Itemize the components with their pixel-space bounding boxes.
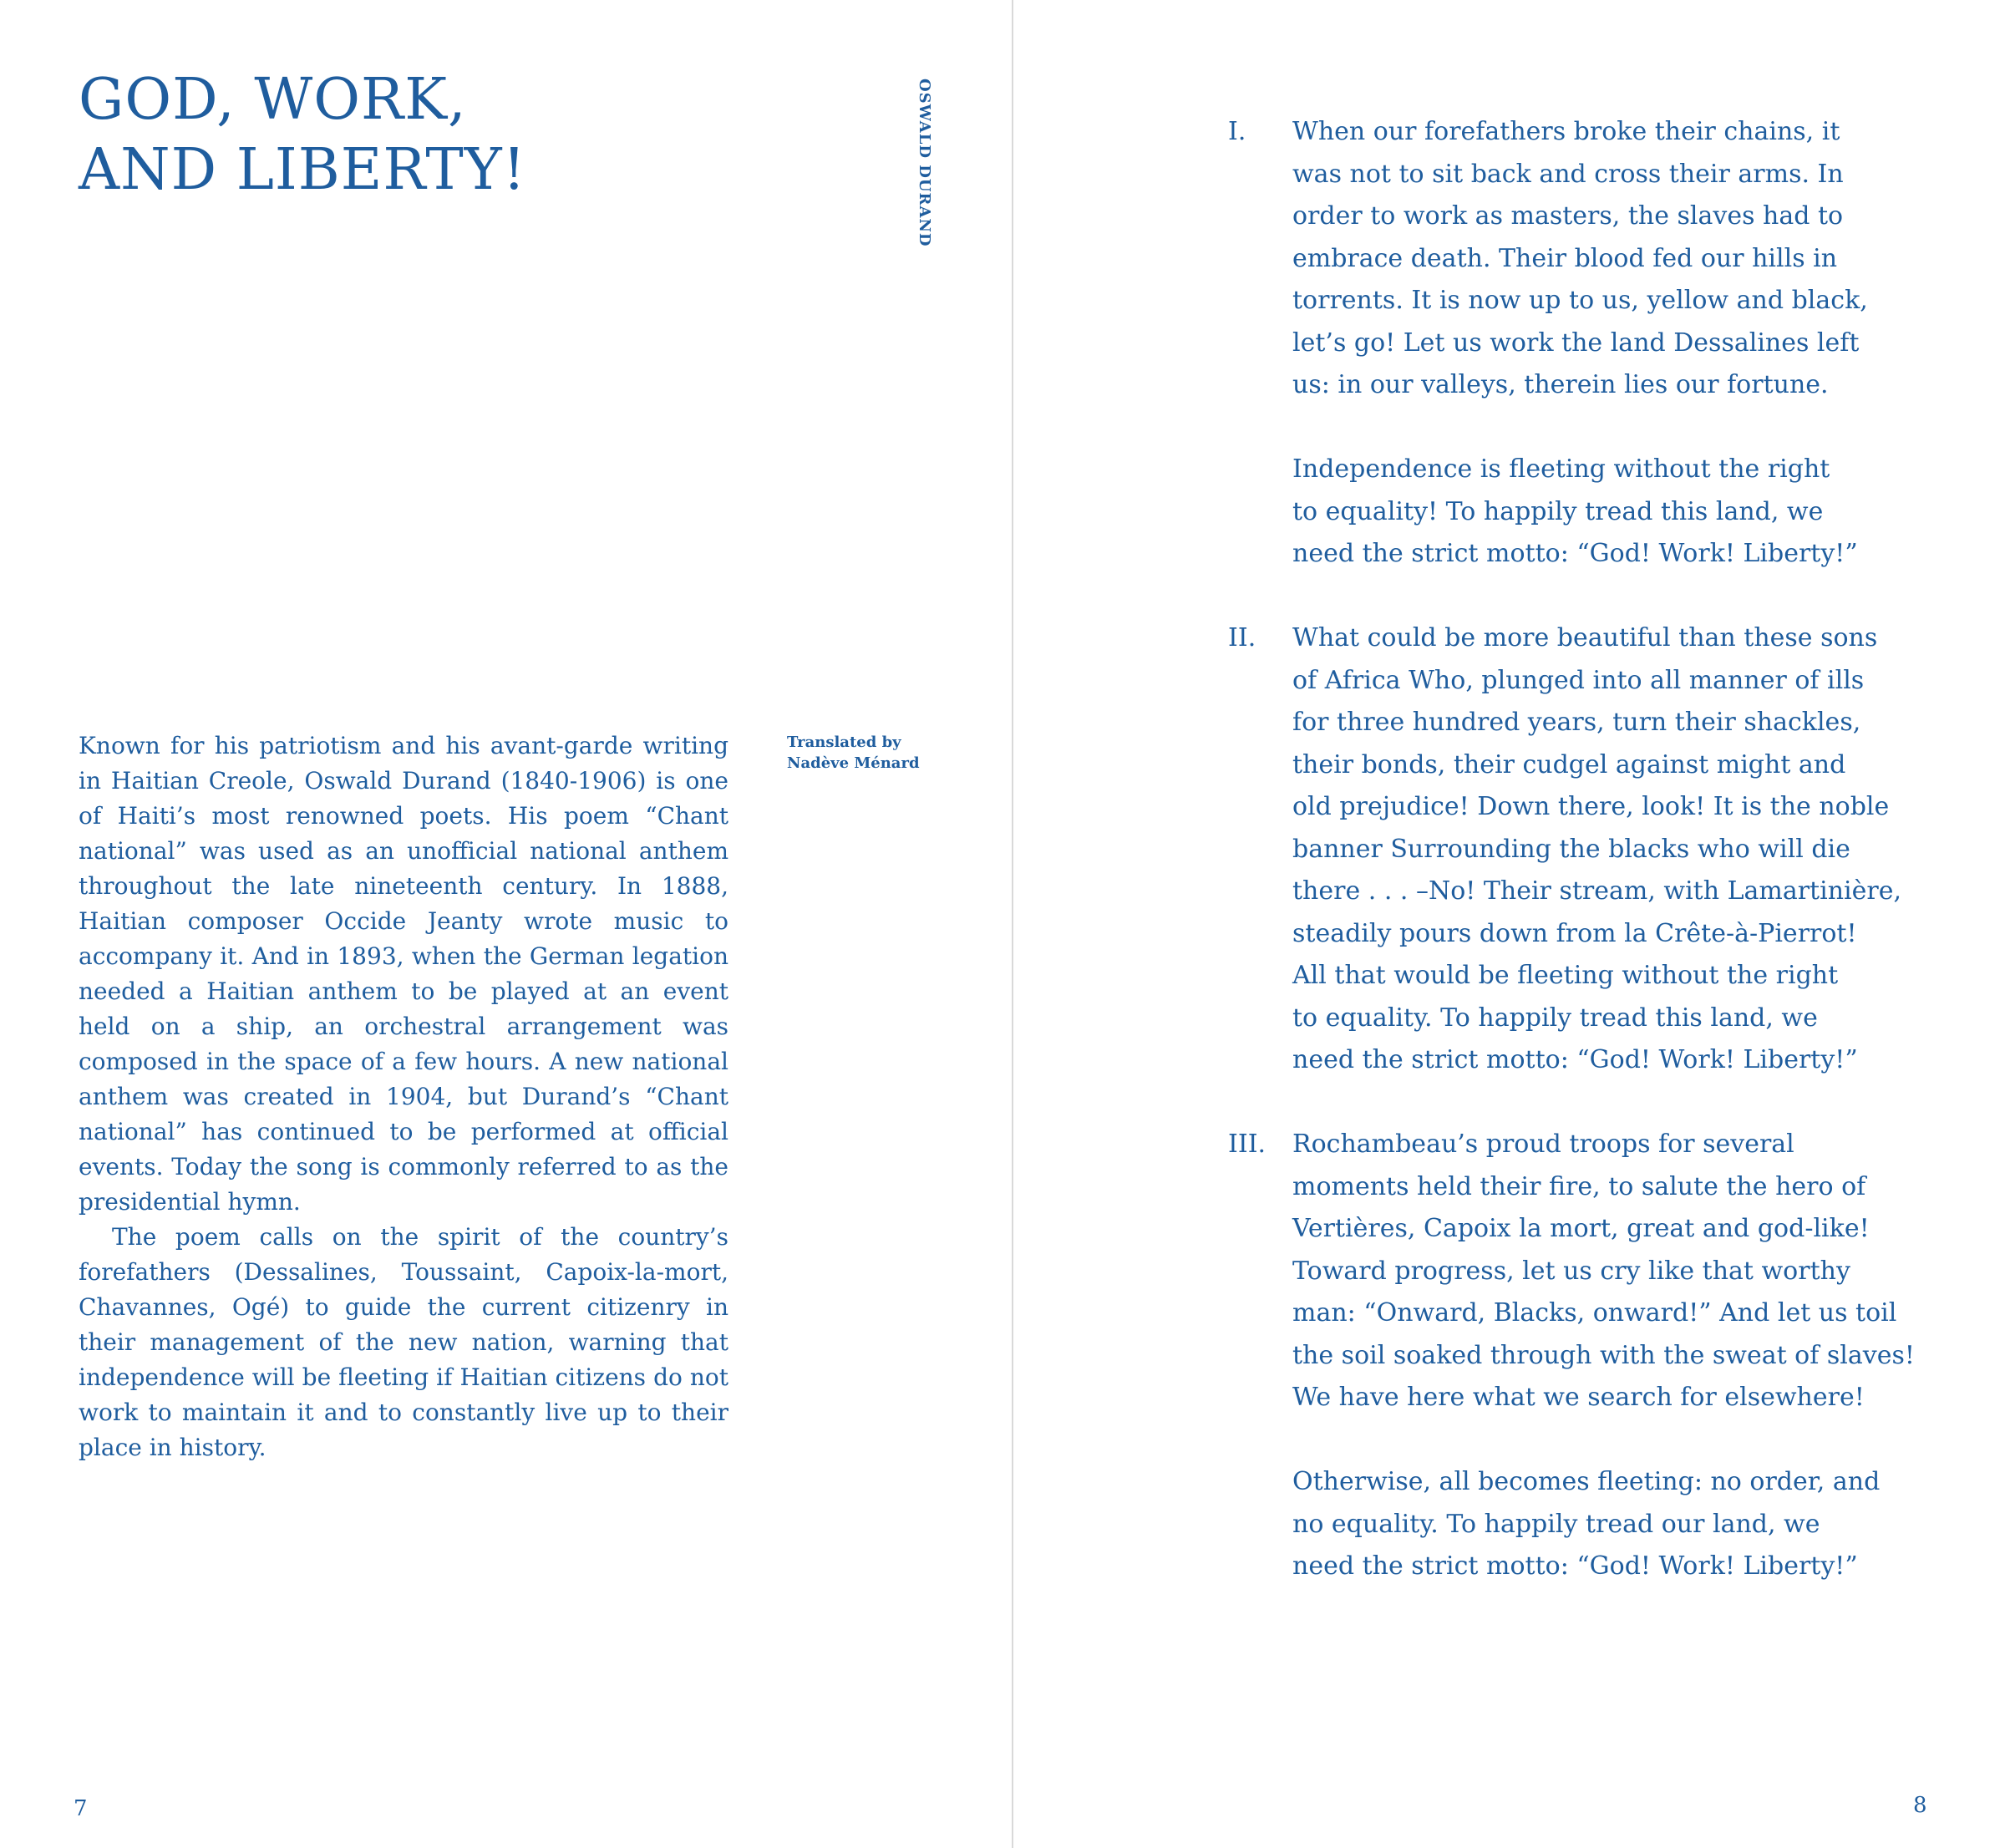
- poem-line: their bonds, their cudgel against might and: [1292, 749, 1846, 779]
- stanza: [1228, 617, 1947, 1082]
- poem-line: banner Surrounding the blacks who will die: [1292, 834, 1850, 864]
- refrain-line: Independence is fleeting without the right: [1292, 454, 1830, 484]
- poem-line: of Africa Who, plunged into all manner of ills: [1292, 665, 1865, 695]
- refrain: [1292, 1461, 1947, 1588]
- poem-line: When our forefathers broke their chains, it: [1292, 117, 1840, 146]
- poem-line: Toward progress, let us cry like that worthy: [1292, 1256, 1850, 1286]
- poem-line: there . . . –No! Their stream, with Lamartinière,: [1292, 876, 1902, 906]
- page-number-left: 7: [74, 1796, 88, 1821]
- poem-line: need the strict motto: “God! Work! Liberty!”: [1292, 1045, 1858, 1074]
- intro-paragraph-1: Known for his patriotism and his avant-garde writing in Haitian Creole, Oswald Durand (1840-1906) is one of Haiti’s most renowned poets. His poem “Chant national” was used as an unofficial national anthem throughout the late nineteenth century. In 1888, Haitian composer Occide Jeanty wrote music to accompany it. And in 1893, when the German legation needed a Haitian anthem to be played at an event held on a ship, an orchestral arrangement was composed in the space of a few hours. A new national anthem was created in 1904, but Durand’s “Chant national” has continued to be performed at official events. Today the song is commonly referred to as the presidential hymn.: [79, 732, 728, 1216]
- stanza: [1228, 111, 1947, 576]
- refrain-line: need the strict motto: “God! Work! Liberty!”: [1292, 1551, 1858, 1581]
- poem-line: us: in our valleys, therein lies our fortune.: [1292, 370, 1829, 399]
- poem-line: embrace death. Their blood fed our hills in: [1292, 243, 1838, 273]
- poem-line: order to work as masters, the slaves had to: [1292, 201, 1844, 231]
- stanza-number: III.: [1228, 1130, 1266, 1159]
- title-line-2: AND LIBERTY!: [79, 137, 526, 203]
- poem-line: for three hundred years, turn their shackles,: [1292, 708, 1861, 737]
- credit-line-1: Translated by: [787, 734, 901, 751]
- refrain-line: no equality. To happily tread our land, we: [1292, 1509, 1820, 1539]
- refrain: [1292, 449, 1947, 576]
- poem-line: let’s go! Let us work the land Dessalines left: [1292, 327, 1860, 358]
- poem-line: man: “Onward, Blacks, onward!” And let us toil: [1292, 1298, 1897, 1328]
- poem-line: Rochambeau’s proud troops for several: [1292, 1130, 1794, 1159]
- intro-paragraph-2: The poem calls on the spirit of the country’s forefathers (Dessalines, Toussaint, Capoix-la-mort, Chavannes, Ogé) to guide the current citizenry in their management of the new nation, warning that independence will be fleeting if Haitian citizens do not work to maintain it and to constantly live up to their place in history.: [79, 1223, 728, 1461]
- stanza-number: II.: [1228, 623, 1256, 652]
- refrain-line: to equality! To happily tread this land, we: [1292, 496, 1824, 526]
- poem-line: Vertières, Capoix la mort, great and god-like!: [1292, 1214, 1870, 1243]
- poem-line: torrents. It is now up to us, yellow and black,: [1292, 286, 1868, 315]
- poem-line: old prejudice! Down there, look! It is the noble: [1292, 792, 1890, 821]
- title-line-1: GOD, WORK,: [79, 67, 467, 133]
- poem-line: All that would be fleeting without the right: [1292, 961, 1839, 990]
- refrain-line: need the strict motto: “God! Work! Liberty!”: [1292, 539, 1858, 568]
- page-number-right: 8: [1913, 1793, 1927, 1818]
- intro-text: [79, 729, 728, 1465]
- credit-line-2: Nadève Ménard: [787, 754, 920, 772]
- poem-line: was not to sit back and cross their arms. In: [1292, 159, 1844, 189]
- poem-line: We have here what we search for elsewhere!: [1292, 1383, 1865, 1412]
- page-gutter: [1012, 0, 1013, 1848]
- poem-line: What could be more beautiful than these sons: [1292, 623, 1878, 652]
- poem-line: moments held their fire, to salute the hero of: [1292, 1171, 1866, 1201]
- poem-line: the soil soaked through with the sweat of slaves!: [1292, 1340, 1915, 1370]
- poem-line: steadily pours down from la Crête-à-Pierrot!: [1292, 918, 1857, 948]
- stanza: [1228, 1124, 1947, 1588]
- author-name: OSWALD DURAND: [916, 79, 933, 247]
- refrain-line: Otherwise, all becomes fleeting: no order, and: [1292, 1467, 1881, 1496]
- poem-line: to equality. To happily tread this land, we: [1292, 1003, 1818, 1033]
- poem-body: [1228, 111, 1947, 1588]
- poem-title: [79, 65, 526, 206]
- stanza-number: I.: [1228, 117, 1246, 146]
- translator-credit: [787, 732, 920, 774]
